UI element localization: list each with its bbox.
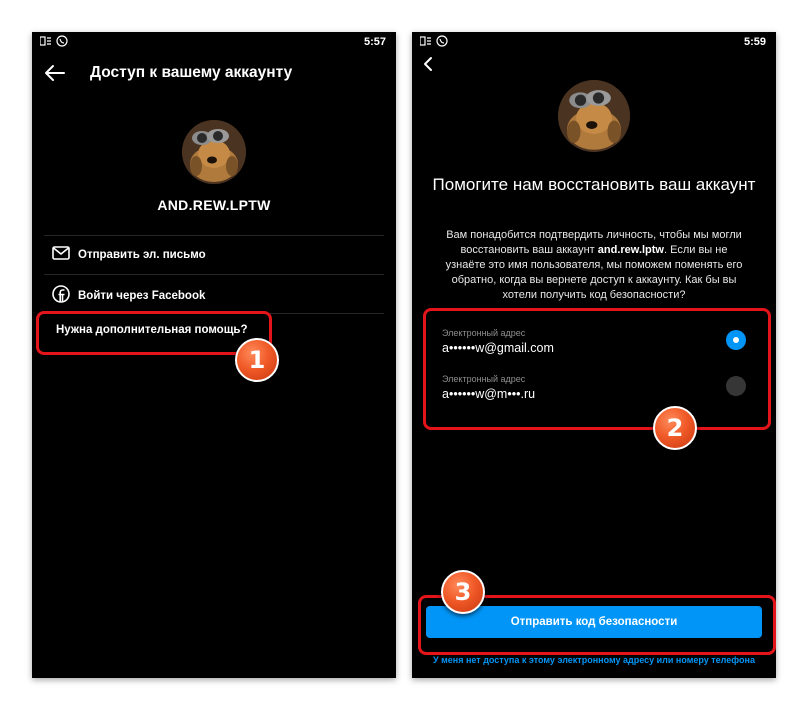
divider xyxy=(44,274,384,275)
step-badge-2: 2 xyxy=(653,406,697,450)
avatar xyxy=(182,120,246,184)
highlight-email-options xyxy=(423,308,771,430)
send-email-option[interactable] xyxy=(52,246,206,263)
mail-icon xyxy=(52,246,70,263)
no-access-link[interactable]: У меня нет доступа к этому электронному адресу или номеру телефона xyxy=(433,655,755,665)
status-bar xyxy=(32,32,396,52)
recovery-description xyxy=(440,228,748,303)
divider xyxy=(44,235,384,236)
avatar xyxy=(558,80,630,152)
email-option-label: Электронный адрес xyxy=(442,374,526,384)
page-title: Доступ к вашему аккаунту xyxy=(90,64,293,81)
back-chevron-icon[interactable] xyxy=(422,56,434,77)
account-username: AND.REW.LPTW xyxy=(157,197,271,213)
notification-icon xyxy=(40,36,52,49)
status-time: 5:57 xyxy=(363,36,386,48)
viber-icon xyxy=(436,35,448,50)
page-title: Помогите нам восстановить ваш аккаунт xyxy=(432,175,756,194)
facebook-icon xyxy=(52,285,70,306)
highlight-help-link xyxy=(36,311,272,355)
description-text: Вам понадобится подтвердить личность, чтобы мы могли восстановить ваш аккаунт xyxy=(446,229,742,256)
avatar-dog-image xyxy=(558,80,630,152)
description-text-end: . Если вы не узнаёте это имя пользователя, мы поможем поменять его обратно, когда вы вернете доступ к аккаунту. Как бы вы хотели получить код безопасности? xyxy=(445,244,743,301)
viber-icon xyxy=(56,35,68,50)
status-time: 5:59 xyxy=(743,36,766,48)
facebook-login-label: Войти через Facebook xyxy=(78,289,206,302)
back-arrow-icon[interactable] xyxy=(44,64,66,87)
email-option-value: a••••••w@m•••.ru xyxy=(442,387,536,401)
send-email-label: Отправить эл. письмо xyxy=(78,248,206,261)
send-security-code-button[interactable]: Отправить код безопасности xyxy=(426,606,762,638)
notification-icon xyxy=(420,36,432,49)
email-option-value: a••••••w@gmail.com xyxy=(442,341,554,355)
email-option-label: Электронный адрес xyxy=(442,328,526,338)
phone-screen-account-access xyxy=(32,32,396,678)
facebook-login-option[interactable] xyxy=(52,285,205,306)
status-bar xyxy=(412,32,776,52)
step-badge-1: 1 xyxy=(235,338,279,382)
need-more-help-link[interactable]: Нужна дополнительная помощь? xyxy=(56,324,248,336)
description-username: and.rew.lptw xyxy=(597,244,664,256)
step-badge-3: 3 xyxy=(441,570,485,614)
avatar-dog-image xyxy=(182,120,246,184)
